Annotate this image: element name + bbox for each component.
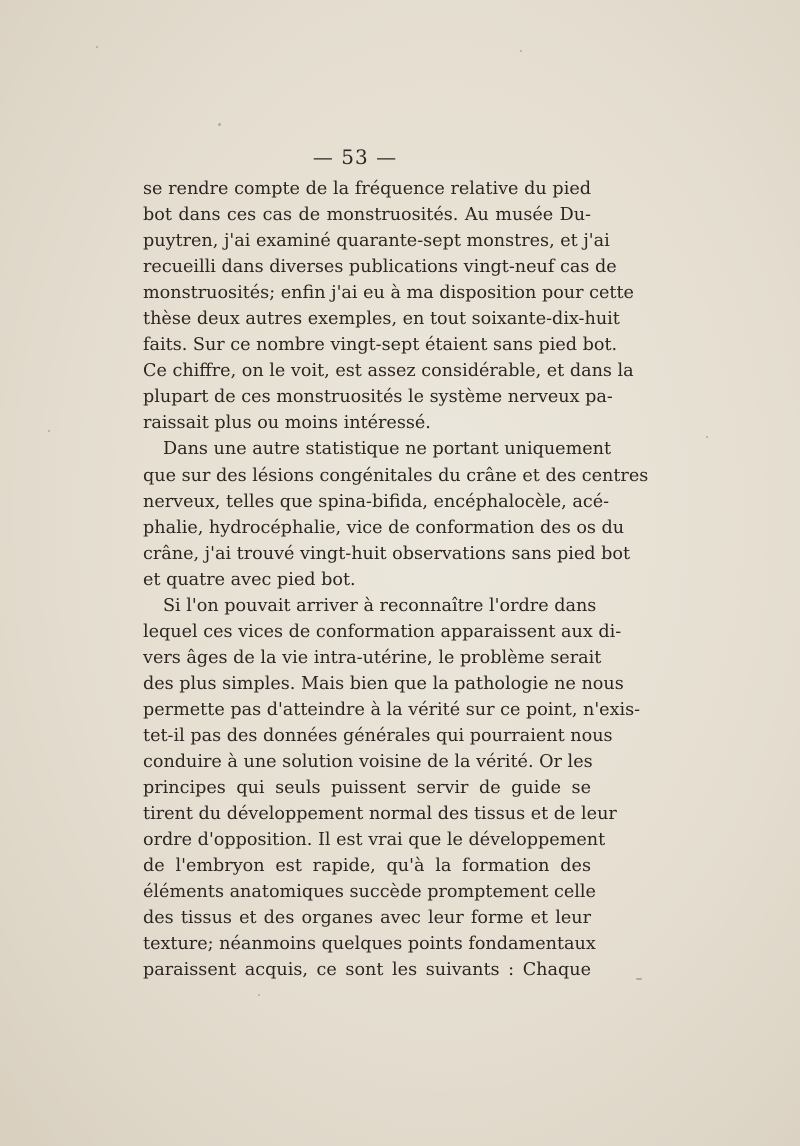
text-line: éléments anatomiques succède promptement celle: [143, 882, 596, 903]
page-number: — 53 —: [312, 145, 398, 169]
text-line: bot dans ces cas de monstruosités. Au musée Du-: [143, 205, 591, 226]
text-line: ordre d'opposition. Il est vrai que le développement: [143, 830, 606, 851]
paper-speck: [636, 978, 642, 980]
text-line: nerveux, telles que spina-bifida, encéphalocèle, acé-: [143, 491, 610, 512]
text-line: et quatre avec pied bot.: [143, 569, 356, 590]
paper-speck: [218, 123, 221, 126]
text-line: paraissent acquis, ce sont les suivants : Chaque: [143, 960, 591, 981]
text-line: monstruosités; enfin j'ai eu à ma disposition pour cette: [143, 283, 634, 304]
text-line: tirent du développement normal des tissus et de leur: [143, 804, 617, 825]
text-line: texture; néanmoins quelques points fondamentaux: [143, 934, 596, 955]
text-line: Dans une autre statistique ne portant uniquement: [163, 439, 612, 460]
text-line: Ce chiffre, on le voit, est assez considérable, et dans la: [143, 361, 634, 382]
text-line: faits. Sur ce nombre vingt-sept étaient sans pied bot.: [143, 335, 618, 356]
text-line: des plus simples. Mais bien que la pathologie ne nous: [143, 673, 624, 694]
text-line: puytren, j'ai examiné quarante-sept monstres, et j'ai: [143, 231, 610, 252]
text-line: raissait plus ou moins intéressé.: [143, 413, 431, 434]
paper-speck: [520, 50, 522, 52]
paper-speck: [706, 436, 708, 438]
text-line: recueilli dans diverses publications vingt-neuf cas de: [143, 257, 617, 278]
text-line: phalie, hydrocéphalie, vice de conformation des os du: [143, 517, 625, 538]
text-line: tet-il pas des données générales qui pourraient nous: [143, 725, 613, 746]
text-line: permette pas d'atteindre à la vérité sur ce point, n'exis-: [143, 699, 641, 720]
text-line: que sur des lésions congénitales du crâne et des centres: [143, 465, 649, 486]
text-line: de l'embryon est rapide, qu'à la formation des: [143, 856, 591, 877]
text-line: vers âges de la vie intra-utérine, le problème serait: [143, 647, 602, 668]
text-line: principes qui seuls puissent servir de guide se: [143, 778, 591, 799]
text-line: lequel ces vices de conformation apparaissent aux di-: [143, 621, 622, 642]
paper-speck: [96, 46, 98, 48]
text-line: crâne, j'ai trouvé vingt-huit observations sans pied bot: [143, 543, 631, 564]
text-line: des tissus et des organes avec leur forme et leur: [143, 908, 591, 929]
paper-speck: [48, 430, 50, 432]
paper-speck: [258, 994, 260, 996]
body-text: [143, 176, 649, 983]
text-line: plupart de ces monstruosités le système nerveux pa-: [143, 387, 613, 408]
text-line: Si l'on pouvait arriver à reconnaître l'ordre dans: [163, 595, 597, 616]
text-line: thèse deux autres exemples, en tout soixante-dix-huit: [143, 309, 620, 330]
text-line: conduire à une solution voisine de la vérité. Or les: [143, 752, 593, 773]
text-line: se rendre compte de la fréquence relative du pied: [143, 179, 591, 199]
